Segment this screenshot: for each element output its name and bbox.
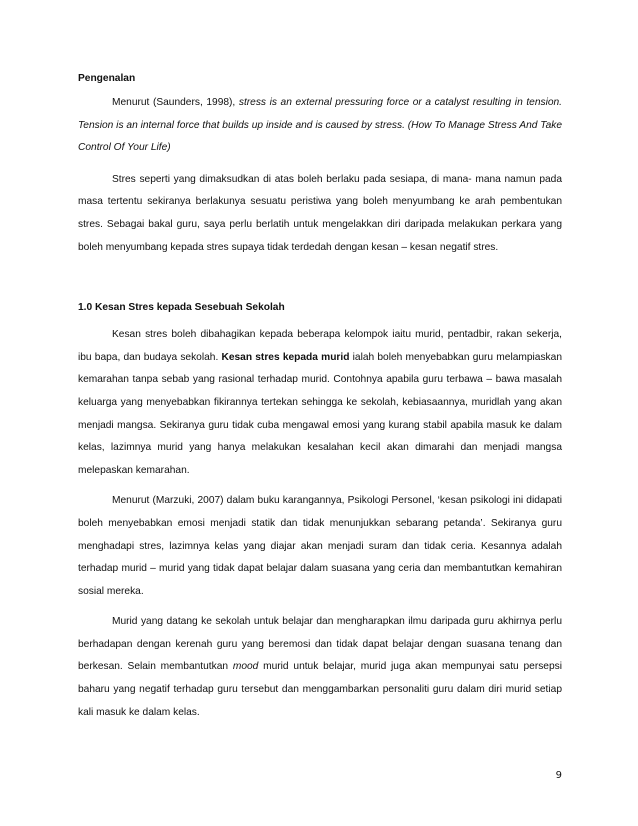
page-content	[78, 66, 562, 724]
intro-p1-text: Menurut (Saunders, 1998),	[112, 97, 239, 108]
page-number: 9	[555, 770, 562, 781]
intro-heading: Pengenalan	[78, 73, 136, 84]
section-p3-italic: mood	[232, 661, 259, 673]
intro-paragraph-1	[78, 92, 562, 160]
section-p1-text-c: ialah boleh menyebabkan guru melampiaskan kemarahan tanpa sebab yang rasional terhadap murid. Contohnya apabila guru terbawa – bawa masalah keluarga yang menyebabkan fikirannya tertekan sehingga ke sekolah, kebiasaannya, muridlah yang akan menjadi mangsa. Sekiranya guru tidak cuba mengawal emosi yang kurang stabil apabila masuk ke dalam kelas, lazimnya murid yang hanya melakukan kesalahan kecil akan dimarahi dan menjadi mangsa melepaskan kemarahan.	[78, 351, 562, 476]
section-p1-bold: Kesan stres kepada murid	[221, 351, 350, 363]
intro-paragraph-2: Stres seperti yang dimaksudkan di atas boleh berlaku pada sesiapa, di mana- mana namun pada masa tertentu sekiranya berlakunya sesuatu peristiwa yang boleh menyumbang ke arah pembentukan stres. Sebagai bakal guru, saya perlu berlatih untuk mengelakkan diri daripada melakukan perkara yang boleh menyumbang kepada stres supaya tidak terdedah dengan kesan – kesan negatif stres.	[78, 173, 562, 253]
section-paragraph-1	[78, 324, 562, 482]
section-heading: 1.0 Kesan Stres kepada Sesebuah Sekolah	[78, 302, 285, 314]
section-p1-text-a: Kesan stres boleh dibahagikan kepada beberapa kelompok iaitu murid, pentadbir, rakan sekerja, ibu bapa, dan budaya sekolah.	[78, 329, 562, 363]
section-p3-text-c: murid untuk belajar, murid juga akan mempunyai satu persepsi baharu yang negatif terhadap guru tersebut dan menggambarkan personaliti guru dalam diri murid setiap kali masuk ke dalam kelas.	[78, 661, 563, 718]
section-paragraph-3	[78, 611, 562, 724]
section-p3-text-a: Murid yang datang ke sekolah untuk belajar dan mengharapkan ilmu daripada guru akhirnya perlu berhadapan dengan kerenah guru yang beremosi dan tidak dapat belajar dengan suasana tenang dan berkesan. Selain membantutkan	[78, 616, 562, 673]
intro-p1-quote: stress is an external pressuring force or a catalyst resulting in tension. Tension is an internal force that builds up inside and is caused by stress. (How To Manage Stress And Take Control Of Your Life)	[78, 97, 562, 154]
section-paragraph-2: Menurut (Marzuki, 2007) dalam buku karangannya, Psikologi Personel, ‘kesan psikologi ini didapati boleh menyebabkan emosi menjadi statik dan tidak menunjukkan sebarang petanda’. Sekiranya guru menghadapi stres, lazimnya kelas yang diajar akan menjadi suram dan tidak ceria. Kesannya adalah terhadap murid – murid yang tidak dapat belajar dalam suasana yang ceria dan membantutkan kemahiran sosial mereka.	[78, 495, 562, 597]
